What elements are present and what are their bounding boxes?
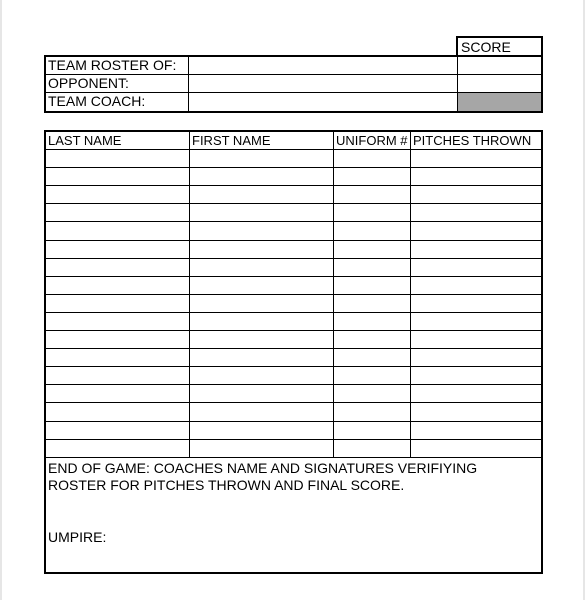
last-name-cell[interactable] (46, 295, 190, 313)
first-name-cell[interactable] (190, 186, 334, 204)
team-info-table (44, 55, 543, 113)
first-name-cell[interactable] (190, 403, 334, 421)
first-name-cell[interactable] (190, 349, 334, 367)
first-name-cell[interactable] (190, 277, 334, 295)
last-name-cell[interactable] (46, 241, 190, 259)
last-name-cell[interactable] (46, 222, 190, 240)
uniform-number-cell[interactable] (334, 367, 411, 385)
uniform-number-cell[interactable] (334, 313, 411, 331)
team-coach-label: TEAM COACH: (46, 93, 189, 111)
roster-grid (46, 132, 541, 458)
team-roster-of-field[interactable] (189, 57, 458, 75)
pitches-thrown-cell[interactable] (411, 422, 541, 440)
umpire-label: UMPIRE: (48, 528, 107, 545)
first-name-cell[interactable] (190, 204, 334, 222)
last-name-cell[interactable] (46, 440, 190, 458)
score-header: SCORE (456, 36, 543, 56)
last-name-cell[interactable] (46, 422, 190, 440)
opponent-field[interactable] (189, 75, 458, 93)
verification-statement (48, 460, 528, 494)
last-name-cell[interactable] (46, 150, 190, 168)
uniform-number-cell[interactable] (334, 150, 411, 168)
last-name-cell[interactable] (46, 403, 190, 421)
column-header-pitches-thrown: PITCHES THROWN (411, 132, 541, 150)
pitches-thrown-cell[interactable] (411, 385, 541, 403)
first-name-cell[interactable] (190, 222, 334, 240)
last-name-cell[interactable] (46, 186, 190, 204)
column-header-uniform-number: UNIFORM # (334, 132, 411, 150)
first-name-cell[interactable] (190, 440, 334, 458)
last-name-cell[interactable] (46, 259, 190, 277)
uniform-number-cell[interactable] (334, 277, 411, 295)
last-name-cell[interactable] (46, 313, 190, 331)
last-name-cell[interactable] (46, 168, 190, 186)
pitches-thrown-cell[interactable] (411, 313, 541, 331)
pitches-thrown-cell[interactable] (411, 150, 541, 168)
uniform-number-cell[interactable] (334, 385, 411, 403)
uniform-number-cell[interactable] (334, 168, 411, 186)
pitches-thrown-cell[interactable] (411, 186, 541, 204)
uniform-number-cell[interactable] (334, 403, 411, 421)
uniform-number-cell[interactable] (334, 241, 411, 259)
opponent-score-field[interactable] (458, 75, 541, 93)
pitches-thrown-cell[interactable] (411, 222, 541, 240)
pitches-thrown-cell[interactable] (411, 403, 541, 421)
shaded-score-cell (458, 93, 541, 111)
pitches-thrown-cell[interactable] (411, 349, 541, 367)
last-name-cell[interactable] (46, 385, 190, 403)
team-score-field[interactable] (458, 57, 541, 75)
uniform-number-cell[interactable] (334, 186, 411, 204)
team-roster-of-label: TEAM ROSTER OF: (46, 57, 189, 75)
pitches-thrown-cell[interactable] (411, 367, 541, 385)
opponent-label: OPPONENT: (46, 75, 189, 93)
last-name-cell[interactable] (46, 331, 190, 349)
last-name-cell[interactable] (46, 204, 190, 222)
first-name-cell[interactable] (190, 385, 334, 403)
verification-section (46, 458, 541, 590)
last-name-cell[interactable] (46, 349, 190, 367)
pitches-thrown-cell[interactable] (411, 331, 541, 349)
first-name-cell[interactable] (190, 367, 334, 385)
pitches-thrown-cell[interactable] (411, 168, 541, 186)
first-name-cell[interactable] (190, 168, 334, 186)
uniform-number-cell[interactable] (334, 422, 411, 440)
uniform-number-cell[interactable] (334, 204, 411, 222)
verification-statement-line-2: ROSTER FOR PITCHES THROWN AND FINAL SCORE. (48, 476, 405, 493)
column-header-last-name: LAST NAME (46, 132, 190, 150)
pitches-thrown-cell[interactable] (411, 259, 541, 277)
uniform-number-cell[interactable] (334, 295, 411, 313)
uniform-number-cell[interactable] (334, 222, 411, 240)
pitches-thrown-cell[interactable] (411, 440, 541, 458)
uniform-number-cell[interactable] (334, 349, 411, 367)
team-coach-field[interactable] (189, 93, 458, 111)
pitches-thrown-cell[interactable] (411, 295, 541, 313)
first-name-cell[interactable] (190, 295, 334, 313)
last-name-cell[interactable] (46, 277, 190, 295)
first-name-cell[interactable] (190, 422, 334, 440)
uniform-number-cell[interactable] (334, 440, 411, 458)
pitches-thrown-cell[interactable] (411, 241, 541, 259)
column-header-first-name: FIRST NAME (190, 132, 334, 150)
first-name-cell[interactable] (190, 259, 334, 277)
first-name-cell[interactable] (190, 313, 334, 331)
pitches-thrown-cell[interactable] (411, 277, 541, 295)
roster-table (44, 130, 543, 574)
verification-statement-line-1: END OF GAME: COACHES NAME AND SIGNATURES VERIFIYING (48, 459, 478, 476)
uniform-number-cell[interactable] (334, 259, 411, 277)
first-name-cell[interactable] (190, 331, 334, 349)
first-name-cell[interactable] (190, 241, 334, 259)
last-name-cell[interactable] (46, 367, 190, 385)
page-border-left (0, 0, 2, 600)
uniform-number-cell[interactable] (334, 331, 411, 349)
first-name-cell[interactable] (190, 150, 334, 168)
pitches-thrown-cell[interactable] (411, 204, 541, 222)
